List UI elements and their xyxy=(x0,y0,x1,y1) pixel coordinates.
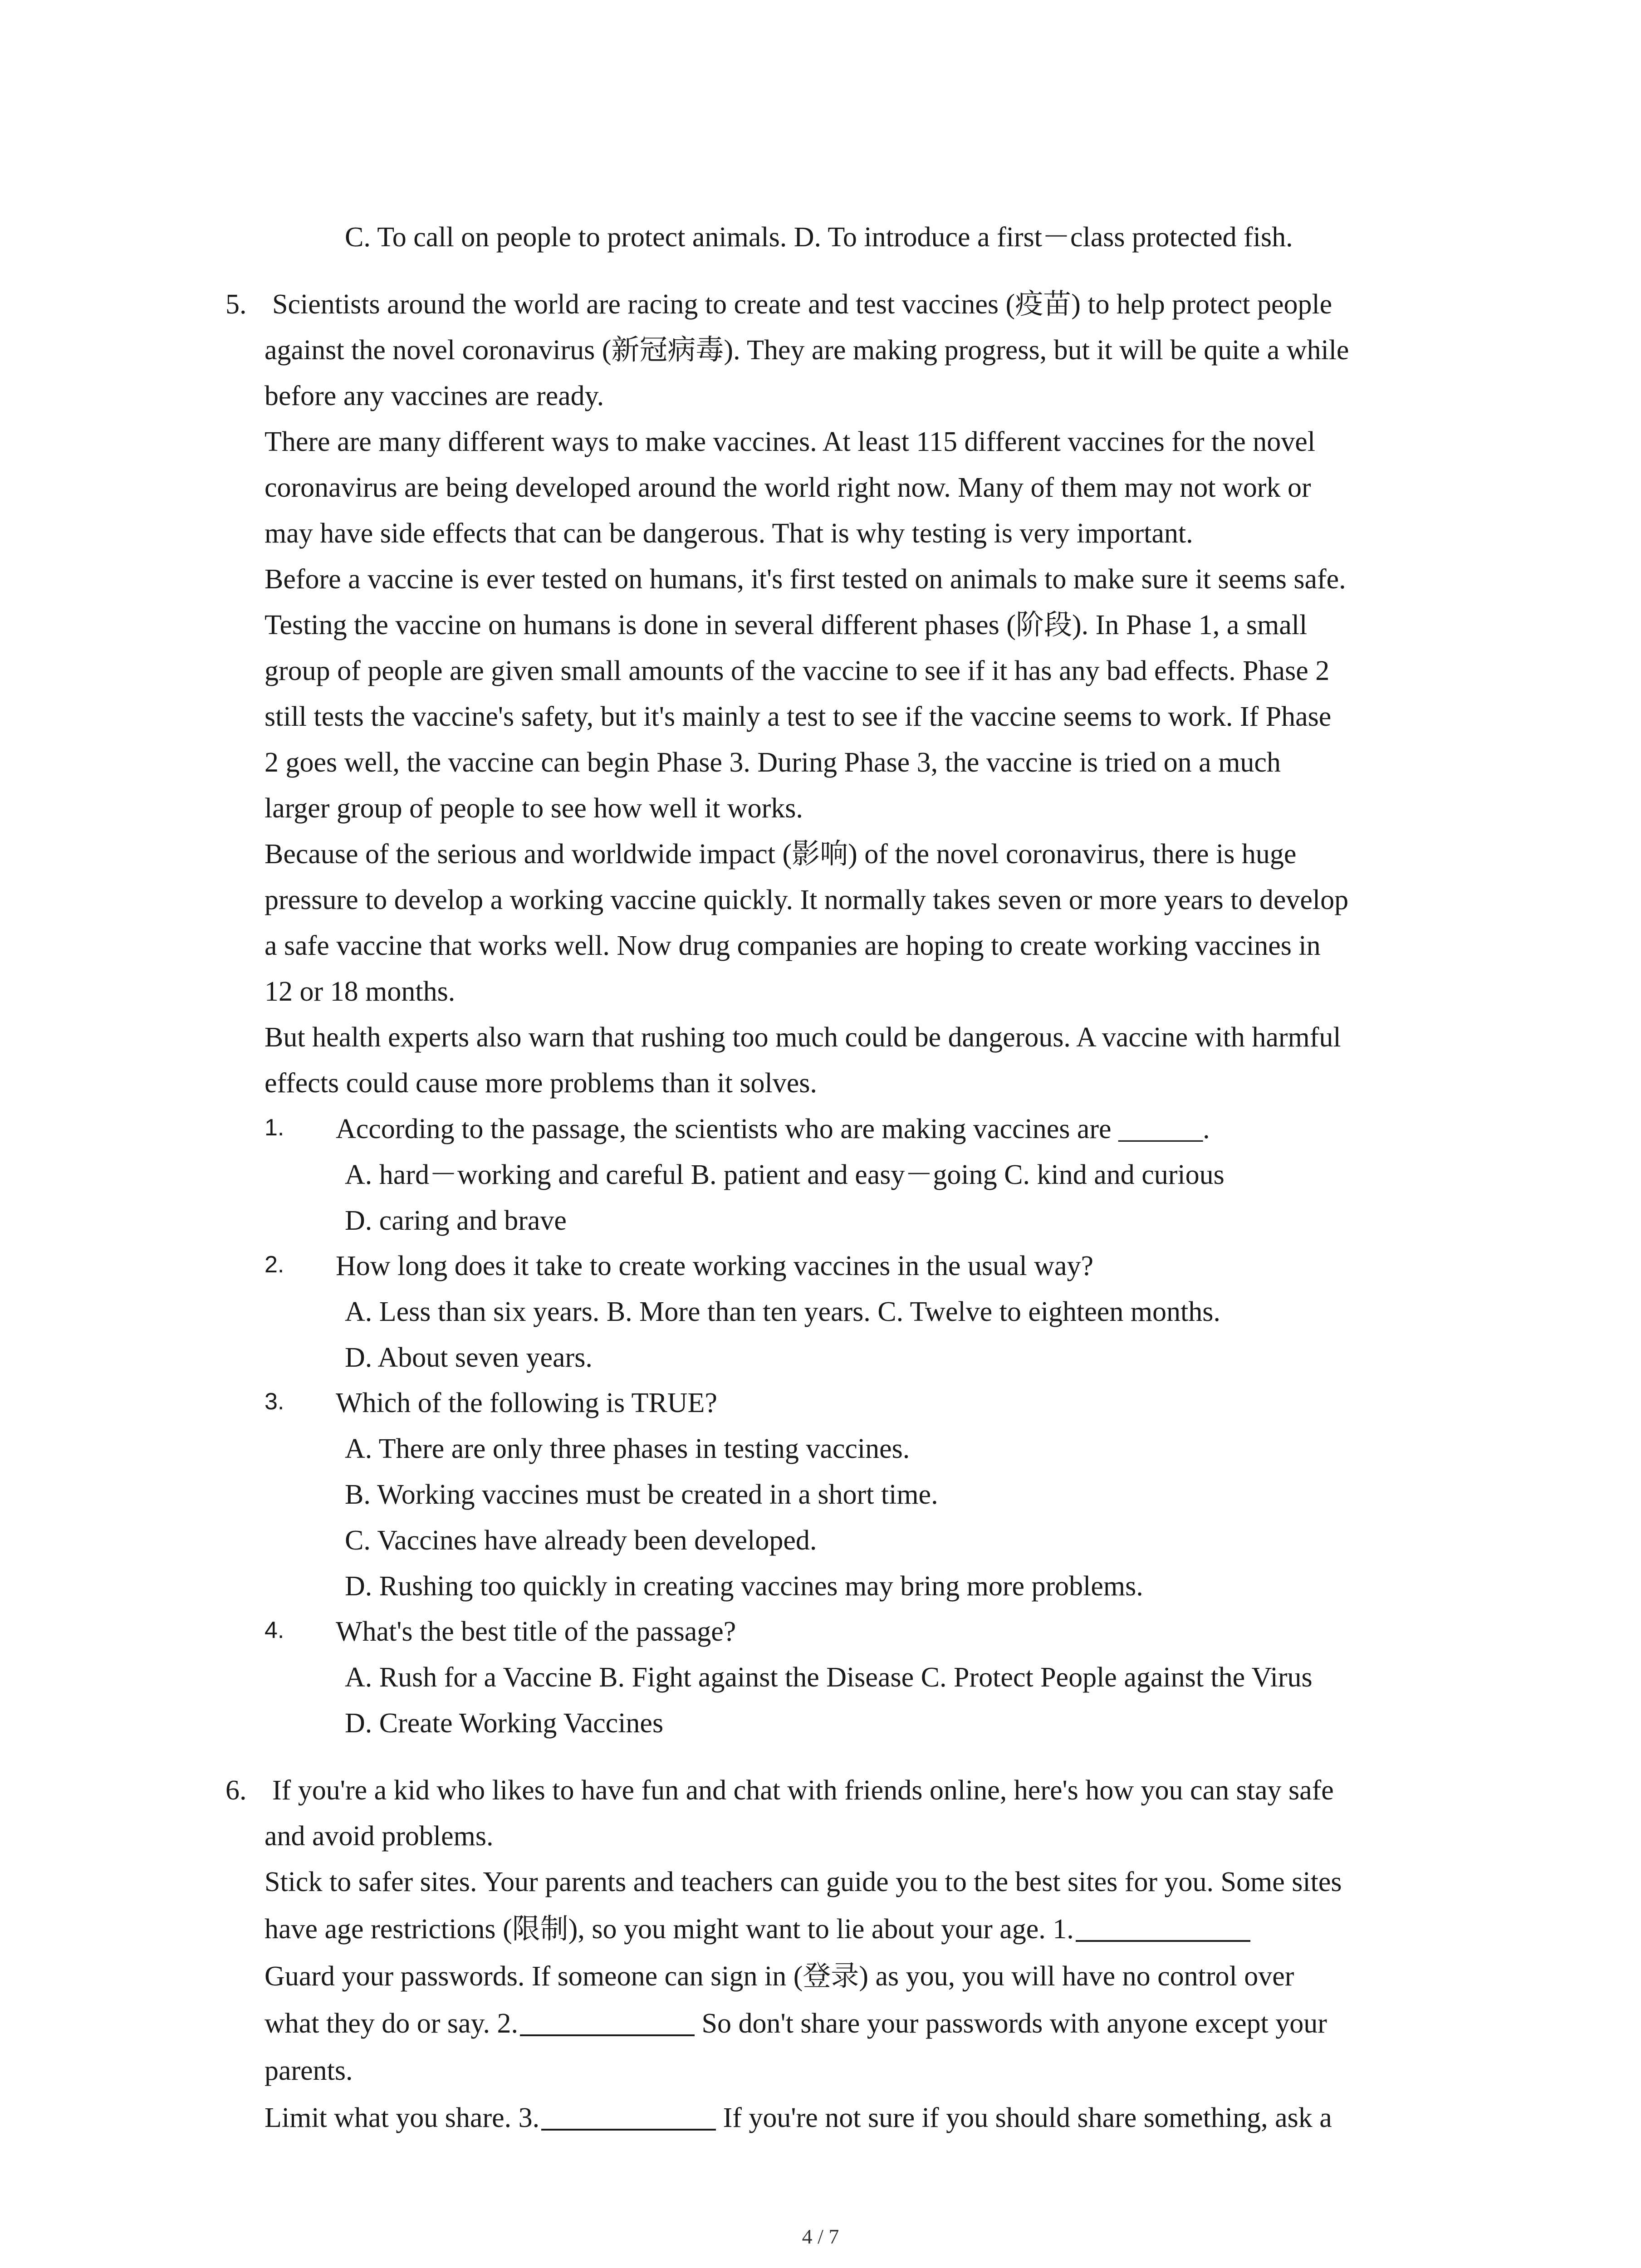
q6-passage-line xyxy=(265,2104,1332,2132)
q6-passage-line: Guard your passwords. If someone can sign in (登录) as you, you will have no control over xyxy=(265,1961,1294,1992)
q5-passage-line: But health experts also warn that rushing too much could be dangerous. A vaccine with harmful xyxy=(265,1022,1341,1053)
answer-blank-2[interactable] xyxy=(520,2034,695,2036)
q5-number: 5. xyxy=(225,289,247,320)
q5-passage-line: against the novel coronavirus (新冠病毒). They are making progress, but it will be quite a while xyxy=(265,335,1349,366)
sub-question-stem: What's the best title of the passage? xyxy=(336,1616,736,1647)
q6-passage-line: Stick to safer sites. Your parents and teachers can guide you to the best sites for you. Some sites xyxy=(265,1867,1342,1897)
q5-passage-line: Scientists around the world are racing to create and test vaccines (疫苗) to help protect people xyxy=(272,289,1332,320)
q6-passage-line: parents. xyxy=(265,2055,353,2086)
answer-blank-1[interactable] xyxy=(1076,1940,1250,1942)
q5-passage-line: effects could cause more problems than it solves. xyxy=(265,1068,817,1099)
q5-passage-line: coronavirus are being developed around the world right now. Many of them may not work or xyxy=(265,472,1311,503)
sub-question-number: 2. xyxy=(265,1251,284,1278)
sub-question-number: 1. xyxy=(265,1114,284,1141)
q5-passage-line: still tests the vaccine's safety, but it's mainly a test to see if the vaccine seems to work. If Phase xyxy=(265,701,1332,732)
sub-question-stem: How long does it take to create working vaccines in the usual way? xyxy=(336,1251,1094,1281)
answer-options: D. Create Working Vaccines xyxy=(345,1708,664,1739)
q6-passage-line: If you're a kid who likes to have fun and chat with friends online, here's how you can stay safe xyxy=(272,1775,1334,1806)
sub-question-number: 3. xyxy=(265,1388,284,1415)
q5-passage-line: pressure to develop a working vaccine quickly. It normally takes seven or more years to develop xyxy=(265,885,1349,915)
answer-option: C. Vaccines have already been developed. xyxy=(345,1525,817,1556)
q5-passage-line: Testing the vaccine on humans is done in several different phases (阶段). In Phase 1, a small xyxy=(265,610,1308,640)
q5-passage-line: before any vaccines are ready. xyxy=(265,381,604,411)
prev-question-options: C. To call on people to protect animals. D. To introduce a first－class protected fish. xyxy=(345,222,1293,253)
q5-passage-line: Before a vaccine is ever tested on humans, it's first tested on animals to make sure it seems safe. xyxy=(265,564,1346,595)
q6-line-text: If you're not sure if you should share something, ask a xyxy=(716,2102,1332,2133)
q6-line-text: Limit what you share. 3. xyxy=(265,2102,540,2133)
q5-passage-line: 2 goes well, the vaccine can begin Phase 3. During Phase 3, the vaccine is tried on a much xyxy=(265,747,1281,778)
q5-passage-line: may have side effects that can be dangerous. That is why testing is very important. xyxy=(265,518,1193,549)
q5-passage-line: There are many different ways to make vaccines. At least 115 different vaccines for the novel xyxy=(265,426,1316,457)
q6-line-text: what they do or say. 2. xyxy=(265,2008,519,2039)
q5-passage-line: Because of the serious and worldwide impact (影响) of the novel coronavirus, there is huge xyxy=(265,839,1297,870)
answer-options: A. Less than six years. B. More than ten years. C. Twelve to eighteen months. xyxy=(345,1296,1220,1327)
sub-question-number: 4. xyxy=(265,1617,284,1643)
q6-passage-line: and avoid problems. xyxy=(265,1821,494,1852)
sub-question-stem: According to the passage, the scientists who are making vaccines are ______. xyxy=(336,1114,1210,1144)
answer-option: A. There are only three phases in testing vaccines. xyxy=(345,1433,910,1464)
q6-passage-line xyxy=(265,1915,1250,1943)
answer-blank-3[interactable] xyxy=(541,2128,716,2131)
page-number: 4 / 7 xyxy=(802,2225,839,2248)
q6-line-text: So don't share your passwords with anyone except your xyxy=(695,2008,1327,2039)
answer-options: A. hard－working and careful B. patient and easy－going C. kind and curious xyxy=(345,1159,1225,1190)
q5-passage-line: 12 or 18 months. xyxy=(265,976,456,1007)
answer-option: B. Working vaccines must be created in a short time. xyxy=(345,1479,938,1510)
q6-line-text: have age restrictions (限制), so you might want to lie about your age. 1. xyxy=(265,1914,1074,1945)
sub-question-stem: Which of the following is TRUE? xyxy=(336,1388,717,1418)
answer-options: D. caring and brave xyxy=(345,1205,567,1236)
answer-options: D. About seven years. xyxy=(345,1342,593,1373)
answer-options: A. Rush for a Vaccine B. Fight against the Disease C. Protect People against the Virus xyxy=(345,1662,1313,1693)
q5-passage-line: group of people are given small amounts of the vaccine to see if it has any bad effects. Phase 2 xyxy=(265,655,1330,686)
q5-passage-line: larger group of people to see how well it works. xyxy=(265,793,803,824)
q6-passage-line xyxy=(265,2009,1327,2038)
q5-passage-line: a safe vaccine that works well. Now drug companies are hoping to create working vaccines in xyxy=(265,930,1321,961)
answer-option: D. Rushing too quickly in creating vaccines may bring more problems. xyxy=(345,1571,1143,1602)
q6-number: 6. xyxy=(225,1775,247,1806)
